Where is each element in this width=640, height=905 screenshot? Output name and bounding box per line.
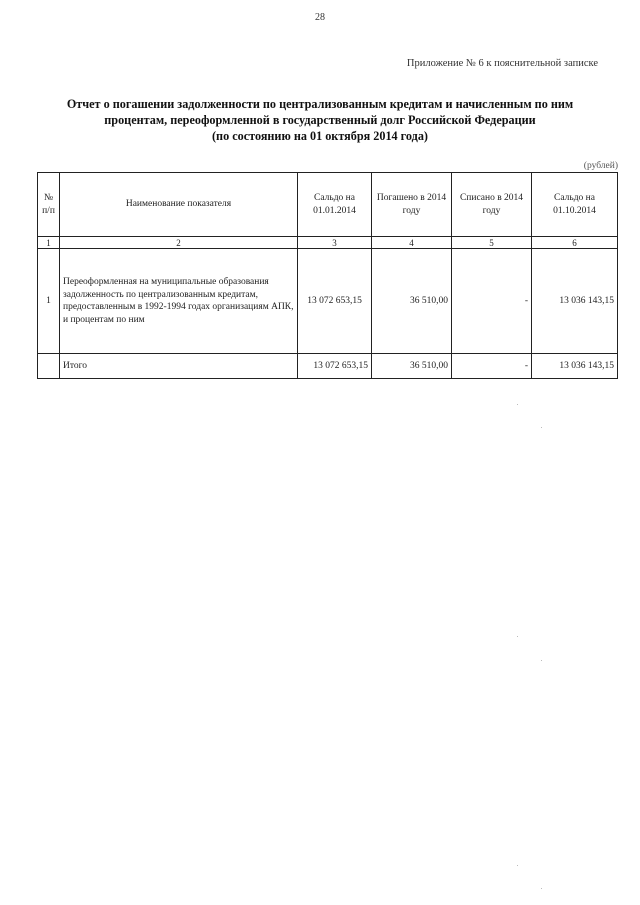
- total-empty-cell: [38, 354, 60, 379]
- row-saldo-end: 13 036 143,15: [532, 249, 618, 354]
- scan-speck: [541, 427, 542, 428]
- report-title-line-1: Отчет о погашении задолженности по централизованным кредитам и начисленным по ним: [66, 97, 574, 111]
- page-number: 28: [315, 12, 325, 23]
- row-saldo-start: 13 072 653,15: [298, 249, 372, 354]
- report-title-line-3: (по состоянию на 01 октября 2014 года): [212, 129, 428, 143]
- scan-speck: [517, 404, 518, 405]
- scan-speck: [517, 865, 518, 866]
- table-row: [38, 249, 618, 354]
- column-number: 4: [372, 237, 452, 249]
- appendix-note: Приложение № 6 к пояснительной записке: [406, 58, 598, 69]
- column-number: 5: [452, 237, 532, 249]
- row-number: 1: [38, 249, 60, 354]
- header-number: № п/п: [38, 173, 60, 237]
- scan-speck: [541, 660, 542, 661]
- header-saldo-end: Сальдо на 01.10.2014: [532, 173, 618, 237]
- total-label: Итого: [60, 354, 298, 379]
- header-saldo-start: Сальдо на 01.01.2014: [298, 173, 372, 237]
- column-number: 2: [60, 237, 298, 249]
- column-number: 6: [532, 237, 618, 249]
- row-indicator-name: Переоформленная на муниципальные образования задолженность по централизованным кредитам, предоставленным в 1992-1994 годах организациям АПК, и процентам по ним: [60, 249, 298, 354]
- header-indicator-name: Наименование показателя: [60, 173, 298, 237]
- column-number: 1: [38, 237, 60, 249]
- total-repaid: 36 510,00: [372, 354, 452, 379]
- report-title: [40, 96, 600, 144]
- scan-speck: [517, 636, 518, 637]
- header-repaid: Погашено в 2014 году: [372, 173, 452, 237]
- total-saldo-end: 13 036 143,15: [532, 354, 618, 379]
- table-header-row: [38, 173, 618, 237]
- total-saldo-start: 13 072 653,15: [298, 354, 372, 379]
- total-written-off: -: [452, 354, 532, 379]
- total-row: [38, 354, 618, 379]
- scan-speck: [541, 888, 542, 889]
- units-label: (рублей): [583, 161, 618, 171]
- debt-report-table: [37, 172, 618, 379]
- header-written-off: Списано в 2014 году: [452, 173, 532, 237]
- row-written-off: -: [452, 249, 532, 354]
- row-repaid: 36 510,00: [372, 249, 452, 354]
- column-number: 3: [298, 237, 372, 249]
- column-numbers-row: [38, 237, 618, 249]
- report-title-line-2: процентам, переоформленной в государственный долг Российской Федерации: [104, 113, 536, 127]
